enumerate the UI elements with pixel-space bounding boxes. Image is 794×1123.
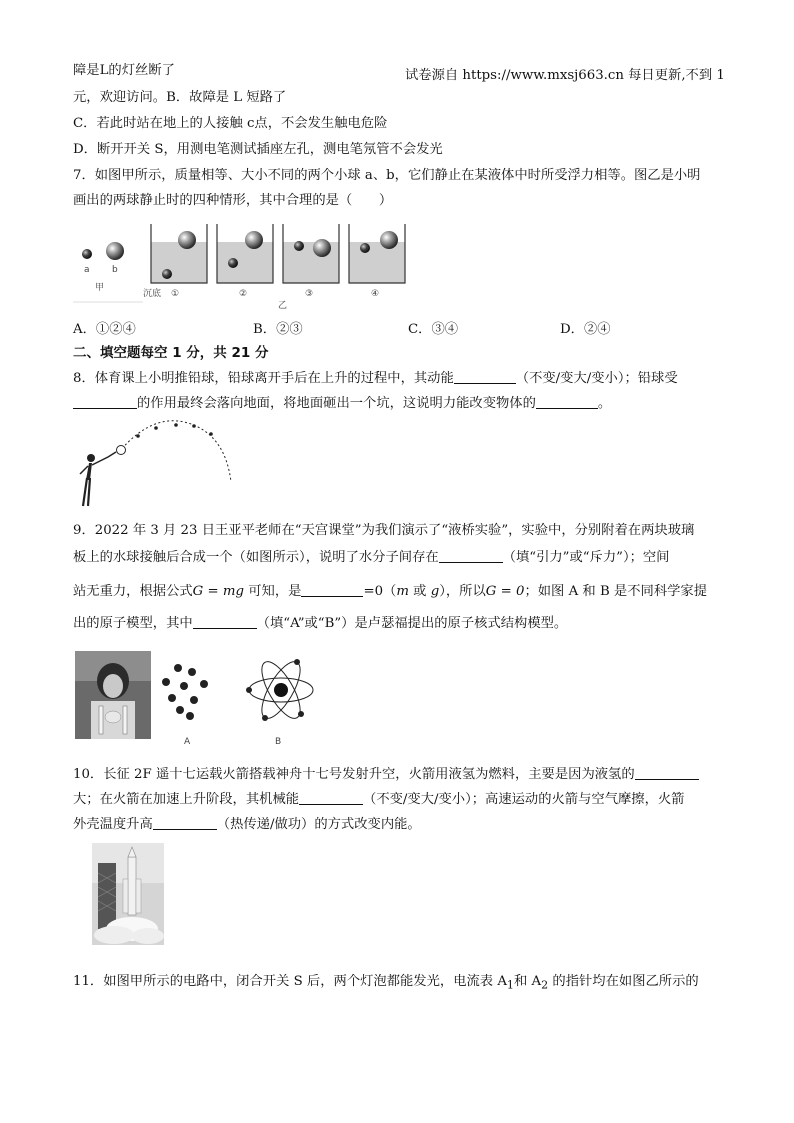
q11-text-1: 11．如图甲所示的电路中，闭合开关 S 后，两个灯泡都能发光，电流表 A: [73, 974, 507, 989]
answer-blank: [301, 582, 363, 597]
person-head: [87, 454, 95, 462]
q9-text-9: （填“A”或“B”）是卢瑟福提出的原子核式结构模型。: [256, 616, 568, 631]
label-a: a: [84, 265, 90, 275]
q11-and: 和 A: [513, 974, 542, 989]
q10-text-2: 大；在火箭在加速上升阶段，其机械能: [73, 792, 300, 807]
q8-line1: [73, 369, 678, 388]
cup-label-3: ③: [305, 289, 314, 299]
cup-4: [349, 224, 405, 283]
floating-balls-figure: [73, 218, 413, 310]
q10-line2: [73, 790, 684, 809]
label-sink: 沉底: [143, 289, 162, 299]
section-title: 二、填空题每空 1 分，共 21 分: [73, 345, 269, 361]
atom-model-b: [245, 652, 315, 750]
var-g: g: [430, 584, 440, 599]
q10-line3: [73, 815, 421, 834]
q8-text-2: （不变/变大/变小）；铅球受: [515, 371, 678, 386]
label-yi: 乙: [278, 301, 288, 310]
q9-or: 或: [408, 584, 431, 599]
q9-text-8: 出的原子模型，其中: [73, 616, 193, 631]
q9-text-4: 可知，是: [244, 584, 302, 599]
label-jia: 甲: [95, 283, 105, 293]
q8-line2: [73, 394, 611, 413]
q7-stem-line2: 画出的两球静止时的四种情形，其中合理的是（ ）: [73, 193, 393, 208]
rocket-launch-photo: [92, 843, 164, 945]
model-label-a: A: [184, 737, 191, 747]
answer-blank: [439, 548, 503, 563]
answer-blank: [536, 394, 598, 409]
q7-option-a: A．①②④: [73, 322, 136, 337]
q8-text-3: 的作用最终会落向地面，将地面砸出一个坑，这说明力能改变物体的: [137, 396, 536, 411]
answer-blank: [454, 369, 516, 384]
trajectory: [119, 421, 231, 482]
atom-model-a: [158, 660, 218, 750]
q10-text-5: （热传递/做功）的方式改变内能。: [216, 817, 421, 832]
continued-text: 障是L的灯丝断了: [73, 63, 175, 78]
formula-g0: G = 0: [485, 584, 525, 599]
q6-option-d: D．断开开关 S，用测电笔测试插座左孔，测电笔氖管不会发光: [73, 142, 443, 157]
q9-line1: 9．2022 年 3 月 23 日王亚平老师在“天宫课堂”为我们演示了“液桥实验”，实验中，分别附着在两块玻璃: [73, 523, 695, 538]
q9-text-6: ），所以: [439, 584, 486, 599]
ball-b: [106, 242, 124, 260]
label-b: b: [112, 265, 118, 275]
cup-label-4: ④: [371, 289, 380, 299]
q11-text-2: 的指针均在如图乙所示的: [548, 974, 699, 989]
astronaut-photo: [75, 651, 151, 739]
q7-stem-line1: 7．如图甲所示，质量相等、大小不同的两个小球 a、b，它们静止在某液体中时所受浮力相等。图乙是小明: [73, 168, 701, 183]
model-label-b: B: [275, 737, 282, 747]
nucleus: [274, 683, 288, 697]
cup-label-1: ①: [171, 289, 180, 299]
q7-option-b: B．②③: [253, 322, 303, 337]
q9-line2: [73, 548, 669, 567]
answer-blank: [299, 790, 363, 805]
source-watermark: 试卷源自 https://www.mxsj663.cn 每日更新,不到 1: [405, 68, 725, 83]
q9-text-1: 板上的水球接触后合成一个（如图所示），说明了水分子间存在: [73, 550, 439, 565]
q8-text-4: 。: [597, 396, 612, 411]
cup-label-2: ②: [239, 289, 248, 299]
sub-1: 1: [506, 978, 514, 992]
q9-text-7: ；如图 A 和 B 是不同科学家提: [524, 584, 708, 599]
q9-text-2: （填“引力”或“斥力”）；空间: [502, 550, 670, 565]
q11-line1: [73, 973, 699, 995]
shot-ball: [117, 446, 126, 455]
q9-line4: [73, 614, 567, 633]
shot-put-figure: [76, 418, 246, 510]
q10-line1: [73, 765, 699, 784]
ball-a: [82, 249, 92, 259]
q9-text-3: 站无重力，根据公式: [73, 584, 193, 599]
answer-blank: [73, 394, 137, 409]
cup-3: [283, 224, 339, 283]
answer-blank: [193, 614, 257, 629]
q6-option-c: C．若此时站在地上的人接触 c点，不会发生触电危险: [73, 116, 388, 131]
q7-option-c: C．③④: [408, 322, 459, 337]
q10-text-3: （不变/变大/变小）；高速运动的火箭与空气摩擦，火箭: [363, 792, 685, 807]
q10-text-1: 10．长征 2F 遥十七运载火箭搭载神舟十七号发射升空，火箭用液氢为燃料，主要是因为液氢的: [73, 767, 635, 782]
cup-1: [151, 224, 207, 283]
q9-line3: [73, 582, 707, 601]
q9-text-5: =0（: [363, 584, 397, 599]
q7-option-d: D．②④: [560, 322, 611, 337]
answer-blank: [153, 815, 217, 830]
q6-option-b: 元，欢迎访问。B．故障是 L 短路了: [73, 90, 287, 105]
var-m: m: [396, 584, 409, 599]
answer-blank: [635, 765, 699, 780]
q8-text-1: 8．体育课上小明推铅球，铅球离开手后在上升的过程中，其动能: [73, 371, 454, 386]
q10-text-4: 外壳温度升高: [73, 817, 153, 832]
sub-2: 2: [541, 978, 549, 992]
cup-2: [217, 224, 273, 283]
formula-gmg: G = mg: [192, 584, 245, 599]
